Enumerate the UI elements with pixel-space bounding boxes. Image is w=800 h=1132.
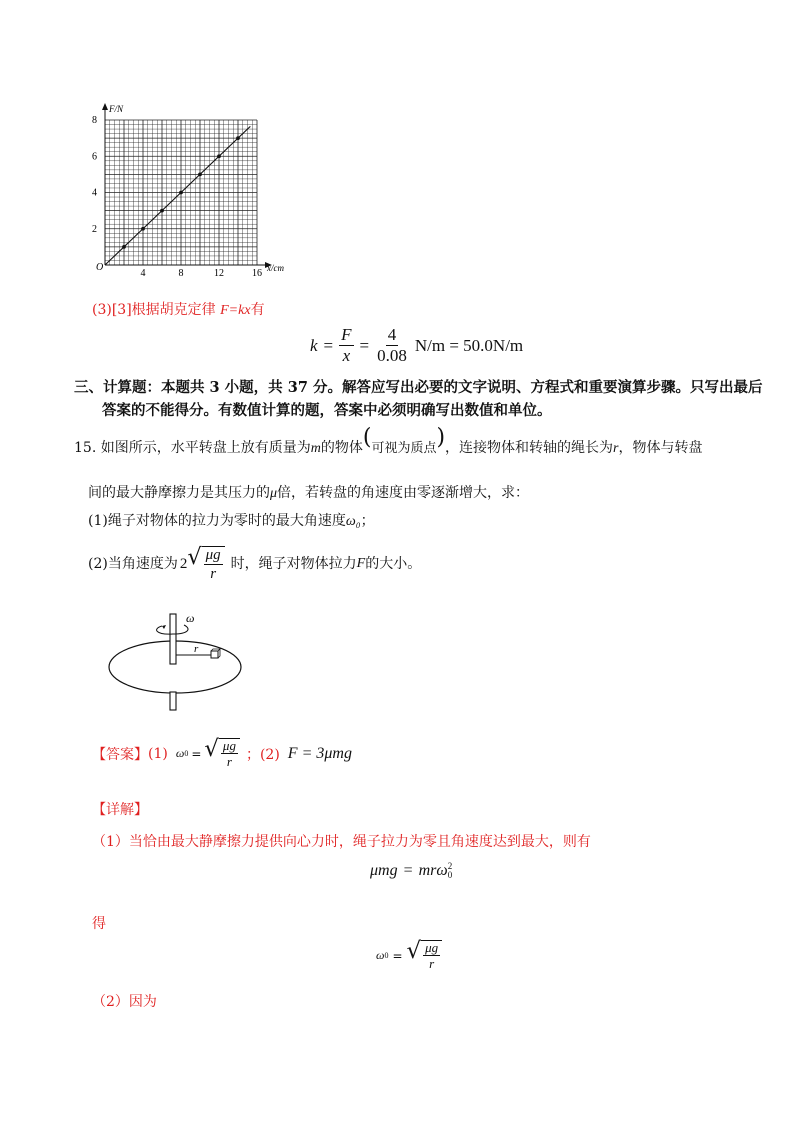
origin-label: O — [96, 262, 104, 273]
sub1-text-a: (1)绳子对物体的拉力为零时的最大角速度 — [88, 513, 346, 529]
sub1-text-b: ； — [360, 513, 375, 529]
turntable-figure — [100, 610, 250, 715]
answer-frac — [221, 739, 238, 770]
sub2-text-a: (2)当角速度为 — [88, 556, 178, 573]
data-point — [217, 154, 221, 158]
x-tick-label: 12 — [214, 268, 224, 279]
k-frac-1-den: x — [342, 345, 351, 365]
rotation-arrowhead — [162, 625, 166, 629]
q15-text-d: ，物体与转盘 — [618, 440, 703, 456]
eq2-frac — [423, 941, 440, 972]
r-label: r — [194, 643, 199, 655]
answer-omega: ω — [175, 746, 185, 761]
y-tick-label: 4 — [92, 187, 97, 199]
answer-tag: 【答案】 — [92, 746, 148, 763]
y-tick-label: 2 — [92, 223, 97, 235]
omega0-symbol: ω₀ — [345, 514, 361, 529]
eq2-omega: ω — [376, 948, 385, 963]
k-symbol: k — [310, 336, 318, 356]
detail-tag: 【详解】 — [92, 802, 148, 818]
q15-sub2 — [88, 546, 421, 583]
paren-close: ) — [436, 425, 446, 450]
sub2-num: μg — [205, 547, 221, 563]
answer-den: r — [226, 754, 232, 770]
eq1-sup: 2 — [447, 861, 453, 872]
detail-eq2: ω 0 = √ $\frac{\mu g}{r}$ — [376, 940, 442, 972]
q15-line2 — [88, 483, 529, 504]
q15-text-c: ，连接物体和转轴的绳长为 — [445, 440, 614, 456]
y-tick-label: 6 — [92, 151, 97, 163]
section3-line2: 答案的不能得分。有数值计算的题，答案中必须明确写出数值和单位。 — [102, 402, 552, 419]
data-point — [236, 136, 240, 140]
answer-sep: ；(2) — [245, 746, 280, 763]
mass-symbol: m — [310, 441, 321, 456]
q15-paren-text: 可视为质点 — [371, 441, 437, 456]
answer-omega0: ω 0 = √ $\frac{\mu g}{r}$ — [176, 738, 240, 770]
q15-number: 15. — [74, 440, 97, 456]
answer-line — [92, 738, 352, 770]
x-tick-label: 8 — [178, 268, 184, 279]
k-frac-2-den: 0.08 — [377, 345, 407, 365]
k-result: N/m = 50.0N/m — [414, 336, 524, 356]
axle-lower — [170, 692, 176, 710]
eq2-den: r — [429, 956, 435, 972]
answer-sqrt: √ $\frac{\mu g}{r}$ — [204, 738, 240, 770]
answer-omega-sub: 0 — [184, 749, 189, 759]
part3-line — [92, 300, 265, 321]
eq1-rhs — [419, 862, 453, 880]
axle-upper — [170, 614, 176, 664]
sub2-coef: 2 — [179, 556, 188, 573]
sub2-sqrt: √ $\frac{\mu g}{r}$ — [187, 546, 224, 583]
paren-open: ( — [362, 425, 372, 450]
detail-step2: （2）因为 — [92, 994, 157, 1010]
q15-line2-a: 间的最大静摩擦力是其压力的 — [88, 485, 270, 501]
turntable-svg — [100, 610, 250, 715]
part3-formula: F=kx — [220, 303, 251, 318]
k-frac-1-num: F — [341, 325, 352, 344]
y-axis-arrow — [102, 103, 108, 110]
answer-eq2: F = 3μmg — [287, 744, 352, 762]
x-tick-label: 4 — [140, 268, 146, 279]
q15-line2-b: 倍，若转盘的角速度由零逐渐增大，求： — [277, 485, 530, 501]
part3-suffix: 有 — [250, 302, 265, 318]
k-frac-1 — [339, 326, 353, 366]
equals-1: = — [323, 336, 334, 356]
eq1-rhs-text: mrω — [418, 862, 448, 879]
section3-line1: 三、计算题：本题共 3 小题，共 37 分。解答应写出必要的文字说明、方程式和重要演算步骤。只写出最后 — [74, 379, 763, 396]
sub2-text-c: 的大小。 — [365, 556, 422, 573]
part3-label: (3)[3]根据胡克定律 — [92, 302, 216, 318]
k-frac-2 — [375, 326, 409, 366]
sub2-frac — [204, 547, 223, 583]
data-point — [198, 172, 202, 176]
eq2-num: μg — [425, 940, 439, 955]
force-symbol: F — [356, 556, 366, 572]
equals-2: = — [359, 336, 370, 356]
x-axis-label: x/cm — [267, 263, 284, 273]
block — [211, 651, 218, 658]
data-point — [179, 191, 183, 195]
sub2-text-b: 时，绳子对物体拉力 — [230, 556, 357, 573]
answer-part1: (1) — [148, 745, 168, 762]
detail-de: 得 — [92, 916, 106, 932]
eq2-sub: 0 — [384, 951, 389, 961]
detail-eq1: μmg = mrω 2 0 — [370, 861, 453, 881]
eq2-sqrt: √ $\frac{\mu g}{r}$ — [407, 940, 443, 972]
data-point — [160, 209, 164, 213]
data-point — [122, 245, 126, 249]
r-symbol: r — [613, 441, 619, 456]
detail-step1: （1）当恰由最大静摩擦力提供向心力时，绳子拉力为零且角速度达到最大，则有 — [92, 834, 591, 850]
data-point — [141, 227, 145, 231]
eq1-lhs: μmg — [370, 862, 398, 880]
y-axis-label: F/N — [109, 104, 124, 114]
k-frac-2-num: 4 — [387, 325, 397, 344]
graph-svg — [85, 95, 285, 280]
omega-label: ω — [186, 611, 195, 625]
x-tick-label: 16 — [252, 268, 262, 279]
q15-sub1 — [88, 511, 375, 532]
y-tick-label: 8 — [92, 115, 97, 126]
eq1-sub: 0 — [447, 870, 453, 881]
q15-line1 — [74, 425, 703, 459]
force-extension-graph — [85, 95, 285, 280]
answer-num: μg — [222, 738, 236, 753]
mu-symbol: μ — [270, 486, 278, 501]
sub2-den: r — [210, 565, 217, 582]
q15-text-a: 如图所示，水平转盘上放有质量为 — [100, 440, 311, 456]
k-equation — [310, 326, 523, 366]
q15-text-b: 的物体 — [320, 440, 363, 456]
